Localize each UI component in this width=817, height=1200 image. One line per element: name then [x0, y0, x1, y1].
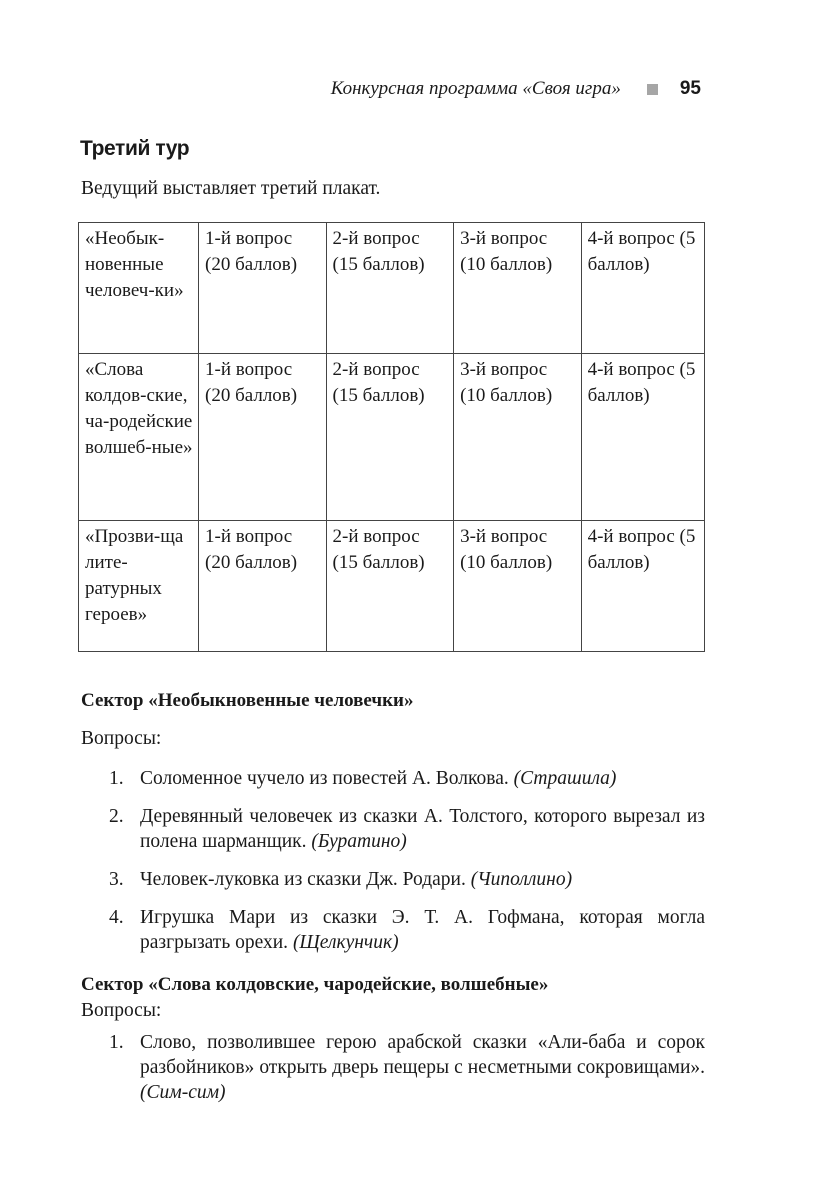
item-number: 2.: [109, 806, 124, 827]
answer-text: (Чиполлино): [470, 869, 573, 890]
question-list: [109, 1030, 705, 1105]
question-cell: 4-й вопрос (5 баллов): [581, 223, 704, 354]
item-number: 1.: [109, 1032, 124, 1053]
sector-title: Сектор «Необыкновенные человечки»: [81, 690, 414, 711]
running-head: [331, 78, 701, 100]
question-text: Человек-луковка из сказки Дж. Родари.: [140, 869, 471, 890]
question-text: Деревянный человечек из сказки А. Толстого, которого вырезал из полена шарманщик.: [140, 806, 705, 852]
question-cell: 3-й вопрос (10 баллов): [454, 354, 582, 521]
category-cell: «Слова колдов-ские, ча-родейские волшеб-ные»: [79, 354, 199, 521]
item-number: 3.: [109, 869, 124, 890]
questions-label: Вопросы:: [81, 728, 162, 749]
question-cell: 2-й вопрос (15 баллов): [326, 223, 454, 354]
question-cell: 3-й вопрос (10 баллов): [454, 521, 582, 652]
table-row: [79, 521, 705, 652]
category-cell: «Прозви-ща лите-ратурных героев»: [79, 521, 199, 652]
answer-text: (Страшила): [513, 768, 617, 789]
question-text: Слово, позволившее герою арабской сказки «Али-баба и сорок разбойников» открыть дверь пещеры с несметными сокровищами».: [140, 1032, 705, 1078]
list-item: [109, 766, 705, 791]
question-cell: 4-й вопрос (5 баллов): [581, 354, 704, 521]
running-head-title: Конкурсная программа «Своя игра»: [330, 78, 621, 99]
answer-text: (Сим-сим): [140, 1082, 226, 1103]
game-board-table: [78, 222, 705, 652]
list-item: [109, 1030, 705, 1105]
question-cell: 4-й вопрос (5 баллов): [581, 521, 704, 652]
question-cell: 1-й вопрос (20 баллов): [199, 354, 327, 521]
answer-text: (Буратино): [311, 831, 407, 852]
question-list: [109, 766, 705, 955]
table-row: [79, 354, 705, 521]
list-item: [109, 867, 705, 892]
list-item: [109, 804, 705, 854]
answer-text: (Щелкунчик): [292, 932, 399, 953]
category-cell: «Необык-новенные человеч-ки»: [79, 223, 199, 354]
question-cell: 3-й вопрос (10 баллов): [454, 223, 582, 354]
question-cell: 2-й вопрос (15 баллов): [326, 521, 454, 652]
item-number: 1.: [109, 768, 124, 789]
question-cell: 1-й вопрос (20 баллов): [199, 223, 327, 354]
intro-text: Ведущий выставляет третий плакат.: [81, 178, 381, 199]
item-number: 4.: [109, 907, 124, 928]
question-text: Соломенное чучело из повестей А. Волкова.: [140, 768, 514, 789]
page-number: 95: [679, 78, 701, 99]
list-item: [109, 905, 705, 955]
table-row: [79, 223, 705, 354]
separator-square-icon: [647, 84, 658, 95]
questions-label: Вопросы:: [81, 1000, 162, 1021]
sector-title: Сектор «Слова колдовские, чародейские, волшебные»: [81, 974, 549, 995]
question-cell: 2-й вопрос (15 баллов): [326, 354, 454, 521]
question-text: Игрушка Мари из сказки Э. Т. А. Гофмана, которая могла разгрызать орехи.: [140, 907, 705, 953]
section-title: Третий тур: [80, 137, 190, 160]
question-cell: 1-й вопрос (20 баллов): [199, 521, 327, 652]
